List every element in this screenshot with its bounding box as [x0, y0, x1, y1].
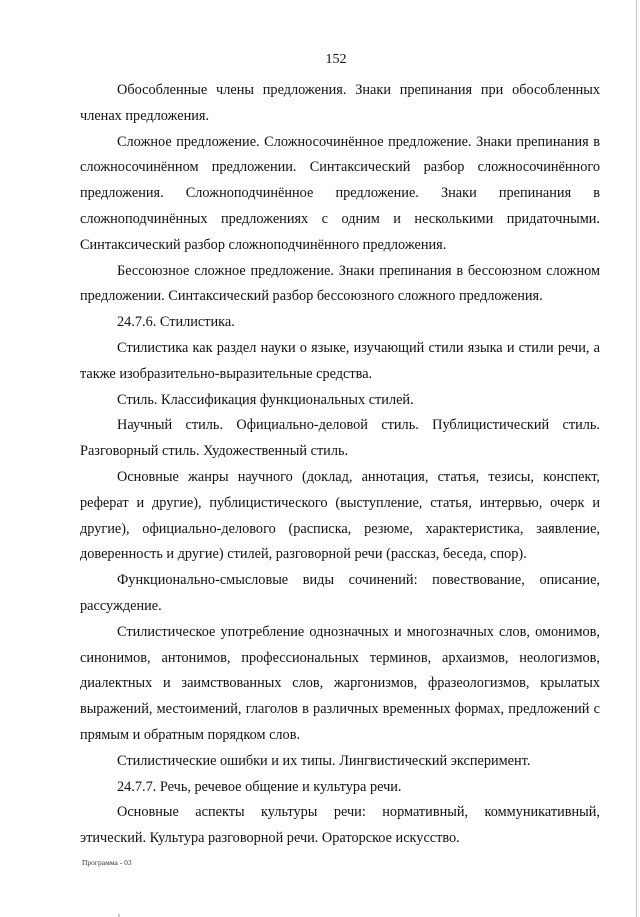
paragraph: Бессоюзное сложное предложение. Знаки препинания в бессоюзном сложном предложении. Синтаксический разбор бессоюзного сложного предложения. — [80, 262, 600, 305]
paragraph: Стиль. Классификация функциональных стилей. — [117, 391, 414, 408]
section-heading: 24.7.7. Речь, речевое общение и культура речи. — [117, 778, 402, 795]
paragraph: Стилистика как раздел науки о языке, изучающий стили языка и стили речи, а также изобразительно-выразительные средства. — [80, 339, 600, 382]
section-heading: 24.7.6. Стилистика. — [117, 314, 235, 331]
paragraph: Стилистические ошибки и их типы. Лингвистический эксперимент. — [117, 752, 531, 769]
paragraph: Функционально-смысловые виды сочинений: повествование, описание, рассуждение. — [80, 572, 600, 614]
paragraph: Обособленные члены предложения. Знаки препинания при обособленных членах предложения. — [80, 82, 600, 124]
paragraph: Научный стиль. Официально-деловой стиль. Публицистический стиль. Разговорный стиль. Художественный стиль. — [80, 417, 600, 460]
paragraph: Стилистическое употребление однозначных и многозначных слов, омонимов, синонимов, антонимов, профессиональных терминов, архаизмов, неологизмов, диалектных и заимствованных слов, жаргонизмов, фразеологизмов, крылатых выражений, местоимений, глаголов в различных временных формах, предложений с прямым и обратным порядком слов. — [80, 623, 600, 743]
paragraph: Основные жанры научного (доклад, аннотация, статья, тезисы, конспект, реферат и другие), публицистического (выступление, статья, интервью, очерк и другие), официально-делового (расписка, резюме, характеристика, заявление, доверенность и другие) стилей, разговорной речи (рассказ, беседа, спор). — [80, 468, 600, 563]
page-body — [80, 78, 600, 852]
footer-note: Программа - 03 — [82, 858, 132, 867]
page-number: 152 — [325, 52, 347, 67]
paragraph: Сложное предложение. Сложносочинённое предложение. Знаки препинания в сложносочинённом предложении. Синтаксический разбор сложносочинённого предложения. Сложноподчинённое предложение. Знаки препинания в сложноподчинённых предложениях с одним и несколькими придаточными. Синтаксический разбор сложноподчинённого предложения. — [80, 133, 600, 253]
scan-edge — [636, 0, 637, 917]
paragraph: Основные аспекты культуры речи: нормативный, коммуникативный, этический. Культура разговорной речи. Ораторское искусство. — [80, 804, 600, 847]
